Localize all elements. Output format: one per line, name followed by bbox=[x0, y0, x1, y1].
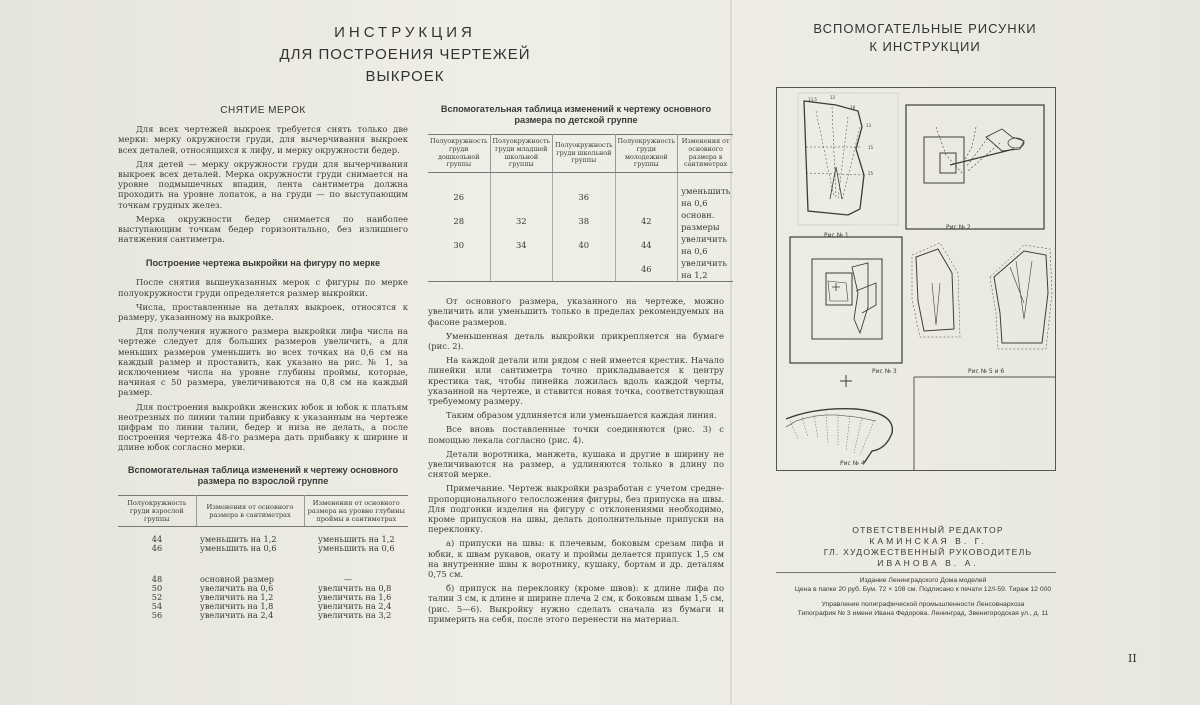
text-column-1 bbox=[118, 100, 408, 620]
table-cell: увеличить на 1,2 bbox=[200, 591, 274, 602]
table-cell: уменьшить на 0,6 bbox=[318, 542, 395, 553]
imprint-line: Управление полиграфической промышленности Ленсовнархоза bbox=[821, 601, 1025, 608]
table-cell: уменьшить на 1,2 bbox=[318, 533, 395, 544]
figure-2-pattern-on-paper bbox=[906, 105, 1044, 231]
paragraph: Примечание. Чертеж выкройки разработан с учетом средне-пропорционального телосложения фигуры, без припуска на швы. Для подгонки изделия на фигуру с отклонениями необходимо, кроме припусков на швы, делать дополнительные припуски на переклонку. bbox=[428, 483, 724, 535]
table-cell: увеличить на 0,8 bbox=[318, 582, 392, 593]
fig1-measure-label: 12 bbox=[830, 95, 836, 100]
child-table-header: Полуокружность груди школьной группы bbox=[553, 135, 616, 173]
fig1-caption: Рис № 1 bbox=[824, 232, 849, 239]
table-cell: увеличить на 2,4 bbox=[318, 600, 392, 611]
fig1-measure-label: 13,5 bbox=[808, 97, 817, 102]
construction-heading: Построение чертежа выкройки на фигуру по мерке bbox=[145, 258, 381, 269]
fig56-caption: Рис № 5 и 6 bbox=[968, 368, 1005, 375]
table-row bbox=[118, 544, 408, 553]
imprint-line: Типография № 3 имени Ивана Федорова. Ленинград, Звенигородская ул., д. 11 bbox=[797, 610, 1049, 617]
paragraph: Уменьшенная деталь выкройки прикрепляется на бумаге (рис. 2). bbox=[428, 330, 724, 351]
paragraph: Числа, проставленные на деталях выкроек, относятся к размеру, указанному на выкройке. bbox=[118, 301, 408, 323]
adult-table-header: Изменения от основного размера в сантиметрах bbox=[196, 495, 304, 526]
instruction-title-line2: ДЛЯ ПОСТРОЕНИЯ ЧЕРТЕЖЕЙ ВЫКРОЕК bbox=[279, 46, 531, 85]
credits-line: ОТВЕТСТВЕННЫЙ РЕДАКТОР bbox=[852, 525, 1004, 535]
table-cell: увеличить на 0,6 bbox=[200, 582, 274, 593]
imprint-line: Цена в папке 20 руб. Бум. 72 × 108 см. Подписано к печати 12/I-59. Тираж 12 000 bbox=[794, 586, 1052, 593]
table-cell: увеличить на 1,2 bbox=[678, 257, 734, 282]
table-cell: основн. размеры bbox=[681, 210, 720, 233]
table-cell: увеличить на 0,6 bbox=[681, 234, 727, 257]
auxiliary-figures bbox=[776, 87, 1056, 471]
table-cell: — bbox=[344, 573, 353, 584]
page-fold bbox=[730, 0, 732, 705]
child-table-header: Полуокружность груди молодежной группы bbox=[615, 135, 678, 173]
credits-line: ГЛ. ХУДОЖЕСТВЕННЫЙ РУКОВОДИТЕЛЬ bbox=[823, 547, 1033, 557]
imprint-line: Издание Ленинградского Дома моделей bbox=[859, 577, 987, 584]
table-row bbox=[118, 611, 408, 620]
credits bbox=[800, 525, 1056, 569]
table-cell: уменьшить на 1,2 bbox=[200, 533, 277, 544]
fig1-measure-label: 18 bbox=[850, 105, 856, 110]
paragraph: Для всех чертежей выкроек требуется снять только две мерки: мерку окружности груди, для вычерчивания выкроек всех деталей, относящихся к лифу, и мерку окружности бедер. bbox=[118, 124, 408, 155]
fig3-caption: Рис № 3 bbox=[872, 368, 897, 375]
page-number: II bbox=[1128, 652, 1137, 665]
adult-table-heading: Вспомогательная таблица изменений к чертежу основного размера по взрослой группе bbox=[127, 464, 399, 486]
table-row bbox=[428, 257, 733, 282]
paragraph: От основного размера, указанного на чертеже, можно увеличить или уменьшить только в пределах рекомендуемых на фасоне размеров. bbox=[428, 296, 724, 327]
auxiliary-figures-title bbox=[800, 20, 1050, 56]
figure-4-skirt-curve bbox=[786, 377, 1056, 471]
paragraph: Для детей — мерку окружности груди для вычерчивания выкроек всех деталей. Мерка окружности груди снимается на уровне подмышечных впадин, лента сантиметра должна проходить на уровне лопаток, а на груди — по выступающим точкам грудных желез. bbox=[118, 158, 408, 210]
fig1-measure-label: 13 bbox=[866, 123, 872, 128]
table-row bbox=[428, 173, 733, 210]
auxiliary-title-line1: ВСПОМОГАТЕЛЬНЫЕ РИСУНКИ bbox=[813, 21, 1037, 36]
paragraph: На каждой детали или рядом с ней имеется крестик. Начало линейки или сантиметра точно прикладывается к центру крестика так, чтобы линейка ложилась вдоль каждой черты, указанной на чертеже, и ставится новая точка, соответствующая требуемому размеру. bbox=[428, 355, 724, 407]
fig1-measure-label: 25 bbox=[868, 171, 874, 176]
paragraph: Для получения нужного размера выкройки лифа числа на чертеже следует для больших размеров увеличить, а для меньших размеров уменьшить во всех точках на 0,6 см на каждый размер и проставить, как указано на рис. № 1, за исключением числа на уровне глубины проймы, которые, начиная с 50 размера, увеличиваются на 0,8 см на каждый размер. bbox=[118, 326, 408, 398]
paragraph: Таким образом удлиняется или уменьшается каждая линия. bbox=[446, 410, 717, 421]
paragraph: а) припуски на швы: к плечевым, боковым срезам лифа и юбки, к швам рукавов, окату и проймы делается припуск 1,5 см на внутренние швы к воротнику, кушаку, бортам и др. деталям 0,75 см. bbox=[428, 538, 724, 580]
child-size-table bbox=[428, 134, 733, 282]
text-column-2 bbox=[428, 104, 731, 628]
paragraph: Для построения выкройки женских юбок и юбок к платьям неотрезных по линии талии прибавку к указанным на чертеже цифрам по линии талии, бедер и низа не делать, а после построения чертежа 48-го размера дать прибавку к ширине и длине юбок согласно мерки. bbox=[118, 401, 408, 453]
adult-table-header: Изменения от основного размера на уровне глубины проймы в сантиметрах bbox=[304, 495, 408, 526]
paragraph: После снятия вышеуказанных мерок с фигуры по мерке полуокружности груди определяется размер выкройки. bbox=[118, 277, 408, 298]
table-cell: 28 bbox=[428, 209, 490, 233]
credits-line: ИВАНОВА В. А. bbox=[877, 558, 979, 568]
table-cell bbox=[428, 257, 490, 282]
instruction-title-line1: ИНСТРУКЦИЯ bbox=[334, 24, 476, 41]
figure-3-measuring-from-cross bbox=[790, 237, 902, 375]
table-spacer bbox=[118, 553, 408, 575]
cross-marker bbox=[840, 375, 852, 387]
auxiliary-title-line2: К ИНСТРУКЦИИ bbox=[869, 39, 981, 54]
fig1-measure-label: 15 bbox=[868, 145, 874, 150]
child-table-heading: Вспомогательная таблица изменений к чертежу основного размера по детской группе bbox=[440, 104, 712, 125]
table-cell: основной размер bbox=[200, 573, 274, 584]
table-row bbox=[428, 233, 733, 257]
table-cell: 54 bbox=[151, 600, 163, 611]
table-cell bbox=[553, 257, 616, 282]
table-cell: 38 bbox=[553, 209, 616, 233]
figures-frame bbox=[777, 88, 1056, 471]
paragraph: Все вновь поставленные точки соединяются (рис. 3) с помощью лекала согласно (рис. 4). bbox=[428, 424, 724, 445]
adult-table-header: Полуокружность груди взрослой группы bbox=[118, 495, 196, 526]
table-cell: 56 bbox=[151, 609, 163, 620]
table-cell: 48 bbox=[151, 573, 163, 584]
table-cell: увеличить на 1,6 bbox=[318, 591, 392, 602]
table-cell: увеличить на 2,4 bbox=[200, 609, 274, 620]
paragraph: б) припуск на переклонку (кроме швов): к длине лифа по талии 3 см, к длине и ширине плеча 2 см, к боковым швам 1,5 см, (рис. 5—6). Выкройку нужно сделать сначала из бумаги и примерить на себя, после этого перенести на материал. bbox=[428, 583, 724, 624]
table-cell: 50 bbox=[151, 582, 163, 593]
paragraph: Мерка окружности бедер снимается по наиболее выступающим точкам бедер горизонтально, без излишнего натяжения сантиметра. bbox=[118, 213, 408, 245]
table-row bbox=[428, 209, 733, 233]
table-cell: 40 bbox=[553, 233, 616, 257]
child-table-header: Полуокружность груди младшей школьной группы bbox=[490, 135, 553, 173]
child-table-header: Полуокружность груди дошкольной группы bbox=[428, 135, 490, 173]
table-cell: 36 bbox=[553, 173, 616, 210]
table-cell: 46 bbox=[151, 542, 163, 553]
table-row bbox=[118, 526, 408, 544]
paragraph: Детали воротника, манжета, кушака и другие в ширину не увеличиваются на размер, а удлиняются только в длину по снятой мерке. bbox=[428, 448, 724, 480]
table-cell: уменьшить на 0,6 bbox=[681, 186, 731, 209]
fig4-caption: Рис № 4 bbox=[840, 460, 865, 467]
credits-line: КАМИНСКАЯ В. Г. bbox=[869, 536, 987, 546]
table-cell bbox=[490, 257, 553, 282]
instruction-title bbox=[240, 22, 570, 88]
imprint-divider bbox=[776, 572, 1056, 573]
table-cell bbox=[615, 173, 678, 210]
table-cell: увеличить на 3,2 bbox=[318, 609, 392, 620]
table-cell: 30 bbox=[428, 233, 490, 257]
table-cell: 44 bbox=[615, 233, 678, 257]
figure-5-6-bodice-allowances bbox=[912, 243, 1052, 375]
table-cell: 42 bbox=[615, 209, 678, 233]
table-cell: увеличить на 1,8 bbox=[200, 600, 274, 611]
child-table-header: Изменения от основного размера в сантиметрах bbox=[678, 135, 734, 173]
table-cell bbox=[490, 173, 553, 210]
table-cell: 46 bbox=[615, 257, 678, 282]
figure-1-bodice-draft bbox=[798, 93, 898, 239]
table-cell: 44 bbox=[151, 533, 163, 544]
table-cell: 32 bbox=[490, 209, 553, 233]
table-cell: 52 bbox=[151, 591, 163, 602]
fig2-caption: Рис № 2 bbox=[946, 224, 971, 231]
table-cell: 34 bbox=[490, 233, 553, 257]
table-cell: уменьшить на 0,6 bbox=[200, 542, 277, 553]
imprint bbox=[776, 576, 1070, 618]
table-cell: 26 bbox=[428, 173, 490, 210]
measurements-heading: СНЯТИЕ МЕРОК bbox=[220, 105, 306, 116]
adult-size-table bbox=[118, 495, 408, 620]
